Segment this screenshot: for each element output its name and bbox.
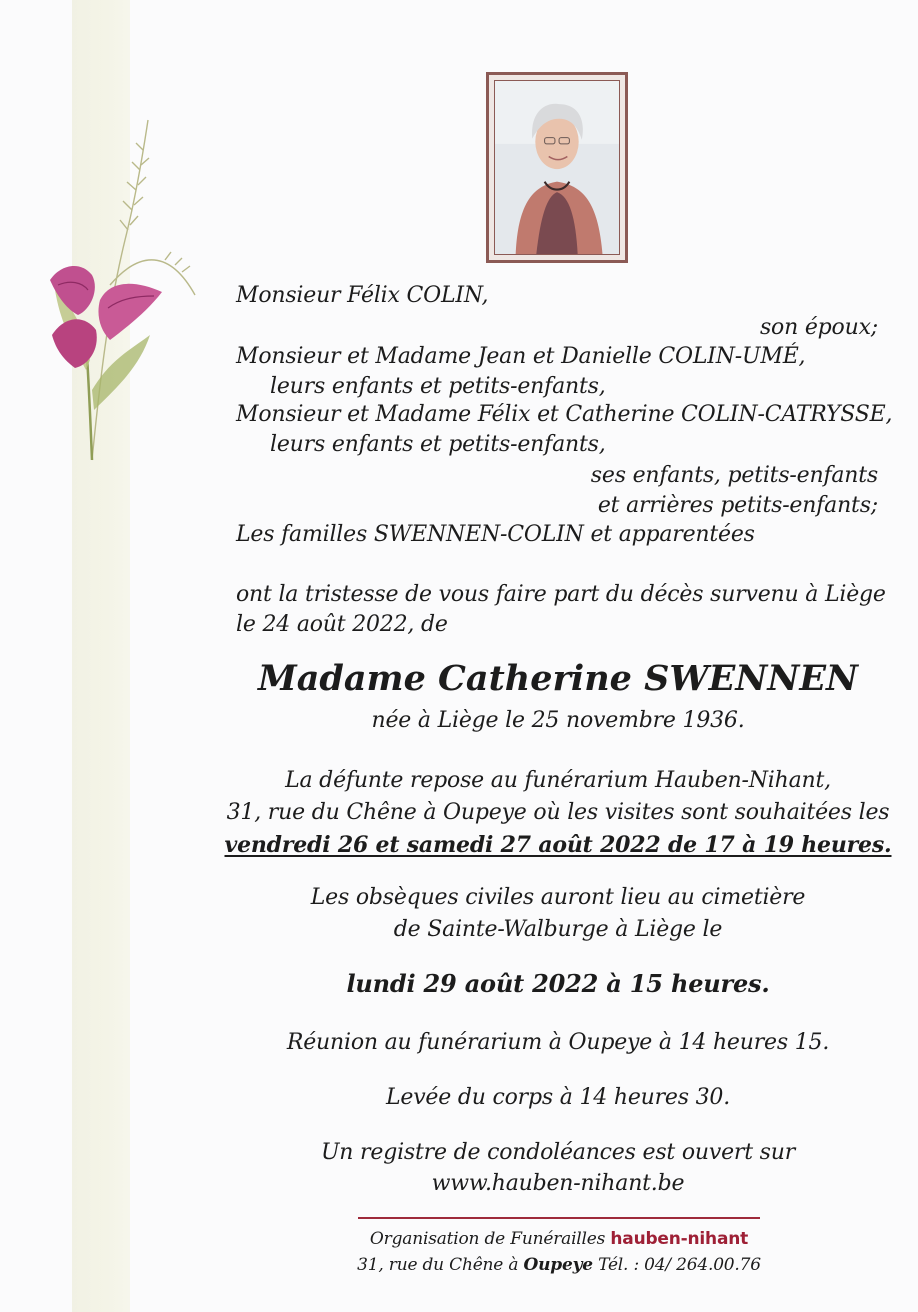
birth-info: née à Liège le 25 novembre 1936. [371,708,745,733]
condolences-url[interactable]: www.hauben-nihant.be [431,1171,685,1196]
deceased-name: Madame Catherine SWENNEN [257,658,859,699]
family-line-child-2-descendants: leurs enfants et petits-enfants, [270,432,606,457]
announcement-line-2: le 24 août 2022, de [236,612,448,637]
family-line-child-1-descendants: leurs enfants et petits-enfants, [270,374,606,399]
calla-lily-illustration [30,110,210,470]
portrait-photo [495,81,619,254]
meeting-info: Réunion au funérarium à Oupeye à 14 heures 15. [286,1030,830,1055]
family-line-child-2: Monsieur et Madame Félix et Catherine COLIN-CATRYSSE, [236,402,893,427]
family-line-related-families: Les familles SWENNEN-COLIN et apparentées [236,522,755,547]
visitation-dates: vendredi 26 et samedi 27 août 2022 de 17 à 19 heures. [224,832,892,858]
footer-address-prefix: 31, rue du Chêne à [357,1255,519,1275]
footer-address [340,1253,778,1277]
family-line-relation-husband: son époux; [759,315,878,340]
levee-info: Levée du corps à 14 heures 30. [385,1085,731,1110]
portrait-frame [486,72,628,263]
footer-divider [358,1217,760,1219]
footer-town: Oupeye [523,1255,593,1275]
visitation-line-2: 31, rue du Chêne à Oupeye où les visites sont souhaitées les [226,800,890,825]
footer-org-prefix: Organisation de Funérailles [369,1229,606,1249]
footer-phone: Tél. : 04/ 264.00.76 [598,1255,761,1275]
family-line-relation-children: ses enfants, petits-enfants [590,463,878,488]
brand-logo: hauben-nihant [610,1229,749,1249]
funeral-line-1: Les obsèques civiles auront lieu au cimetière [310,885,806,910]
footer-organization [358,1227,760,1251]
visitation-line-1: La défunte repose au funérarium Hauben-Nihant, [285,768,831,793]
family-line-relation-great-grandchildren: et arrières petits-enfants; [597,493,878,518]
family-line-husband: Monsieur Félix COLIN, [236,283,489,308]
family-line-child-1: Monsieur et Madame Jean et Danielle COLIN-UMÉ, [236,344,806,369]
funeral-line-2: de Sainte-Walburge à Liège le [393,917,723,942]
funeral-datetime: lundi 29 août 2022 à 15 heures. [346,969,770,998]
announcement-line-1: ont la tristesse de vous faire part du décès survenu à Liège [236,582,886,607]
condolences-line: Un registre de condoléances est ouvert sur [320,1140,796,1165]
